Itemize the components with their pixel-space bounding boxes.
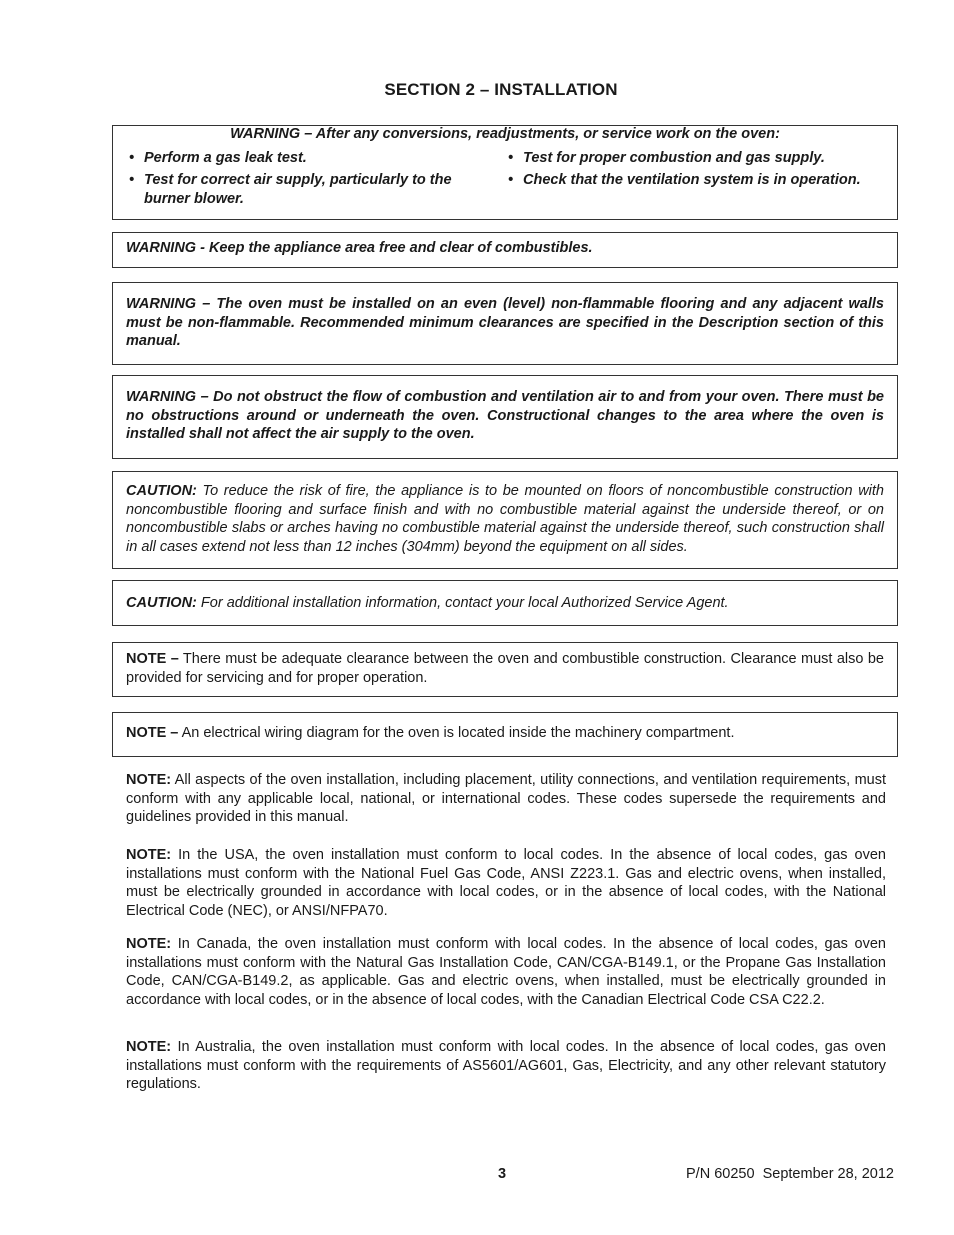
note-codes-canada [126, 935, 886, 1009]
part-number-date: P/N 60250 September 28, 2012 [686, 1166, 894, 1182]
caution-info-box [112, 580, 898, 626]
warning-airflow-text: WARNING – Do not obstruct the flow of combustion and ventilation air to and from your oven. There must be no obstructions around or underneath the oven. Constructional changes to the area where the oven is installed shall not affect the air supply to the oven. [126, 389, 884, 443]
warning-combustibles-box [112, 232, 898, 268]
note-clearance-text: There must be adequate clearance between the oven and combustible construction. Clearance must also be provided for servicing and for proper operation. [126, 651, 884, 686]
note-text: In the USA, the oven installation must conform to local codes. In the absence of local codes, gas oven installations must conform with the National Fuel Gas Code, ANSI Z223.1. Gas and electric ovens, when installed, must be electrically grounded in accordance with local codes, or in the absence of local codes, with the National Electrical Code (NEC), or ANSI/NFPA70. [126, 847, 886, 919]
note-text: In Canada, the oven installation must conform with local codes. In the absence of local codes, gas oven installations must conform with the Natural Gas Installation Code, CAN/CGA-B149.1, or the Propane Gas Installation Code, CAN/CGA-B149.2, as applicable. Gas and electric ovens, when installed, must be electrically grounded in accordance with local codes, or in the absence of local codes, with the Canadian Electrical Code CSA C22.2. [126, 936, 886, 1008]
warning-flooring-box [112, 282, 898, 365]
bullet-item: • Test for proper combustion and gas supply. [505, 149, 884, 168]
note-label: NOTE: [126, 936, 172, 952]
warning-conversions-bullets [126, 149, 884, 213]
caution-label: CAUTION: [126, 595, 197, 611]
note-label: NOTE – [126, 725, 179, 741]
note-clearance-box [112, 642, 898, 697]
note-label: NOTE: [126, 772, 172, 788]
warning-left-column [126, 149, 505, 213]
note-codes-usa [126, 846, 886, 920]
warning-airflow-box [112, 375, 898, 459]
warning-conversions-heading: WARNING – After any conversions, readjustments, or service work on the oven: [230, 126, 780, 142]
warning-right-column [505, 149, 884, 213]
note-label: NOTE – [126, 651, 179, 667]
page-title: SECTION 2 – INSTALLATION [384, 80, 618, 99]
bullet-item: • Perform a gas leak test. [126, 149, 497, 168]
note-wiring-box [112, 712, 898, 757]
page-number: 3 [498, 1166, 507, 1182]
note-codes-australia [126, 1038, 886, 1094]
note-text: All aspects of the oven installation, including placement, utility connections, and ventilation requirements, must conform with any applicable local, national, or international codes. These codes supersede the requirements and guidelines provided in this manual. [126, 772, 886, 826]
bullet-item: • Check that the ventilation system is in operation. [505, 171, 884, 190]
note-codes-general [126, 771, 886, 827]
caution-fire-text: To reduce the risk of fire, the appliance is to be mounted on floors of noncombustible construction with noncombustible flooring and surface finish and with no combustible material against the underside thereof, or on noncombustible slabs or arches having no combustible material against the underside thereof, such construction shall in all cases extend not less than 12 inches (304mm) beyond the equipment on all sides. [126, 483, 884, 555]
caution-info-text: For additional installation information, contact your local Authorized Service Agent. [196, 595, 729, 611]
note-label: NOTE: [126, 847, 172, 863]
warning-flooring-text: WARNING – The oven must be installed on an even (level) non-flammable flooring and any adjacent walls must be non-flammable. Recommended minimum clearances are specified in the Description section of this manual. [126, 296, 884, 350]
bullet-item: • Test for correct air supply, particularly to the burner blower. [126, 171, 497, 208]
caution-label: CAUTION: [126, 483, 197, 499]
note-text: In Australia, the oven installation must conform with local codes. In the absence of local codes, gas oven installations must conform with the requirements of AS5601/AG601, Gas, Electricity, and any other relevant statutory regulations. [126, 1039, 886, 1093]
note-wiring-text: An electrical wiring diagram for the oven is located inside the machinery compartment. [178, 725, 735, 741]
note-label: NOTE: [126, 1039, 172, 1055]
caution-fire-box [112, 471, 898, 569]
warning-conversions-box [112, 125, 898, 220]
warning-combustibles-text: WARNING - Keep the appliance area free and clear of combustibles. [126, 240, 593, 256]
